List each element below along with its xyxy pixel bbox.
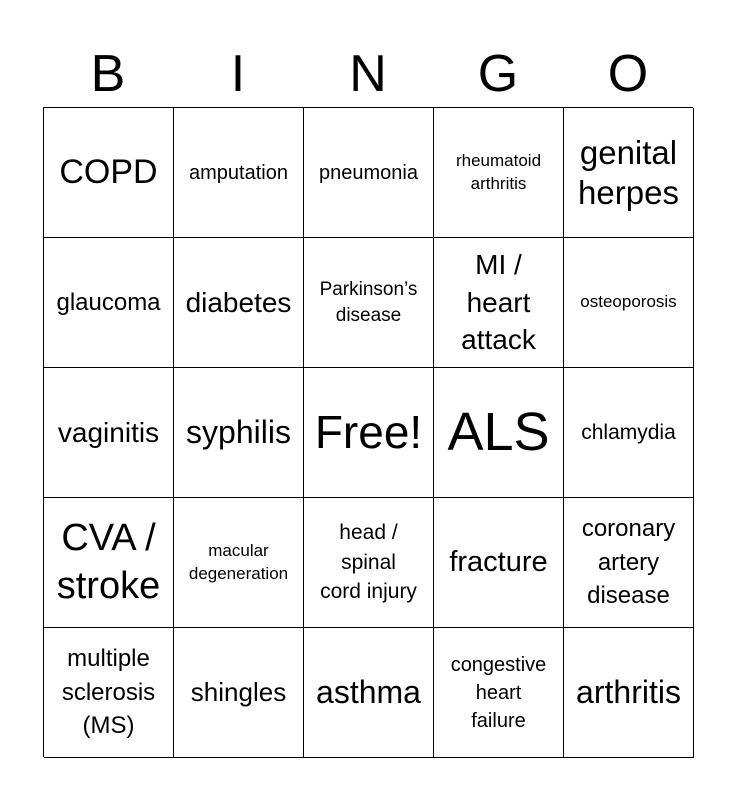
bingo-cell-syphilis[interactable] <box>174 368 304 498</box>
bingo-cell-rheumatoid-arthritis[interactable] <box>434 108 564 238</box>
bingo-cell-shingles[interactable] <box>174 628 304 758</box>
bingo-cell-multiple-sclerosis[interactable] <box>44 628 174 758</box>
cell-label: coronary artery disease <box>581 515 676 610</box>
header-letter-b: B <box>90 45 126 103</box>
bingo-cell-cva-stroke[interactable] <box>44 498 174 628</box>
cell-label: CVA / stroke <box>56 517 161 607</box>
bingo-cell-chlamydia[interactable] <box>564 368 694 498</box>
bingo-cell-diabetes[interactable] <box>174 238 304 368</box>
bingo-board <box>43 107 693 757</box>
cell-label: multiple sclerosis (MS) <box>61 645 156 740</box>
cell-label: rheumatoid arthritis <box>455 150 542 193</box>
header-letter-g: G <box>477 45 519 103</box>
bingo-cell-vaginitis[interactable] <box>44 368 174 498</box>
bingo-cell-free[interactable] <box>304 368 434 498</box>
cell-label: Free! <box>314 406 423 459</box>
cell-label: amputation <box>189 161 288 184</box>
bingo-cell-head-spinal-cord-injury[interactable] <box>304 498 434 628</box>
bingo-cell-arthritis[interactable] <box>564 628 694 758</box>
header-letter-n: N <box>349 45 387 103</box>
bingo-cell-genital-herpes[interactable] <box>564 108 694 238</box>
bingo-cell-asthma[interactable] <box>304 628 434 758</box>
bingo-cell-macular-degeneration[interactable] <box>174 498 304 628</box>
cell-label: genital herpes <box>578 133 679 211</box>
cell-label: chlamydia <box>581 420 676 444</box>
header-letter-i: I <box>230 45 246 103</box>
cell-label: glaucoma <box>56 288 161 316</box>
bingo-cell-als[interactable] <box>434 368 564 498</box>
cell-label: fracture <box>449 546 548 579</box>
cell-label: arthritis <box>576 674 681 711</box>
cell-label: syphilis <box>186 414 291 451</box>
cell-label: congestive heart failure <box>450 653 547 732</box>
bingo-cell-congestive-heart-failure[interactable] <box>434 628 564 758</box>
cell-label: COPD <box>59 153 158 192</box>
header-letter-o: O <box>607 45 649 103</box>
cell-label: macular degeneration <box>188 540 289 583</box>
cell-label: osteoporosis <box>580 292 677 312</box>
cell-label: Parkinson’s disease <box>319 278 418 326</box>
bingo-cell-coronary-artery-disease[interactable] <box>564 498 694 628</box>
bingo-cell-fracture[interactable] <box>434 498 564 628</box>
cell-label: MI / heart attack <box>461 248 536 356</box>
bingo-cell-osteoporosis[interactable] <box>564 238 694 368</box>
cell-label: ALS <box>447 401 550 462</box>
bingo-cell-parkinsons-disease[interactable] <box>304 238 434 368</box>
cell-label: diabetes <box>185 287 292 318</box>
bingo-cell-glaucoma[interactable] <box>44 238 174 368</box>
bingo-cell-amputation[interactable] <box>174 108 304 238</box>
cell-label: pneumonia <box>319 161 418 184</box>
bingo-cell-mi-heart-attack[interactable] <box>434 238 564 368</box>
cell-label: shingles <box>190 676 287 707</box>
cell-label: asthma <box>316 674 421 711</box>
bingo-cell-copd[interactable] <box>44 108 174 238</box>
cell-label: vaginitis <box>57 417 160 448</box>
bingo-header <box>43 40 693 108</box>
bingo-cell-pneumonia[interactable] <box>304 108 434 238</box>
cell-label: head / spinal cord injury <box>320 521 417 604</box>
